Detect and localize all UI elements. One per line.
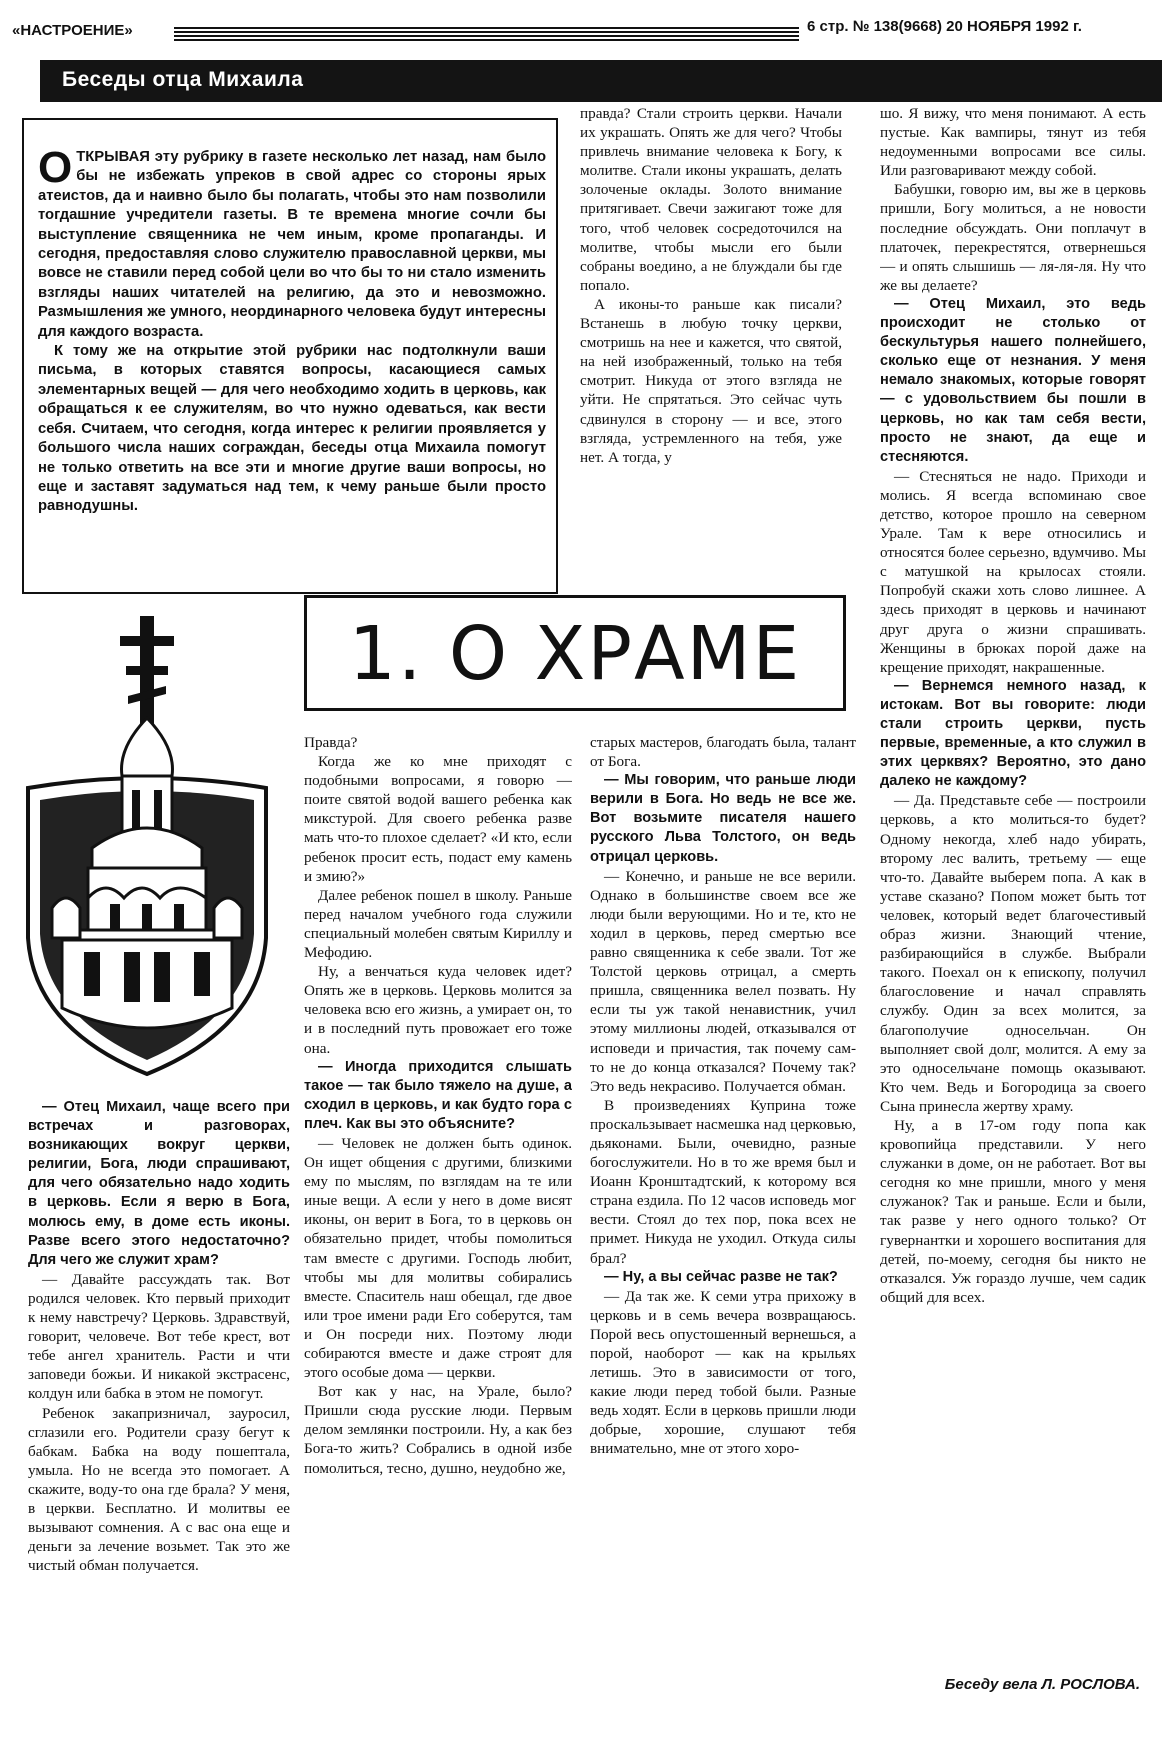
byline: Беседу вела Л. РОСЛОВА. [944,1675,1140,1693]
headline-box [304,595,846,711]
rubric-title: Беседы отца Михаила [62,68,304,91]
article-paragraph: Правда? [304,734,358,751]
article-paragraph: Вот как у нас, на Урале, было? Пришли сюда русские люди. Первым делом землянки построили. Ну, а как без Бога-то жить? Собрались в одной избе помолиться, тесно, душно, неудобно же, [304,1383,572,1477]
article-column-2 [590,733,856,1733]
article-paragraph: старых мастеров, благодать была, талант от Бога. [590,734,856,771]
issue-line: 6 стр. № 138(9668) 20 НОЯБРЯ 1992 г. [807,18,1082,35]
article-paragraph: правда? Стали строить церкви. Начали их украшать. Опять же для чего? Чтобы привлечь внимание человека к Богу, к молитве. Стали иконы украшать, делать золоченые оклады. Золото внимание притягивает. Свечи зажигают тоже для того, чтоб человек сосредоточился на молитве, чтобы мысли его были собраны воедино, а не блуждали бы где попало. [580,105,842,294]
article-paragraph: — Да так же. К семи утра прихожу в церковь и в семь вечера возвращаюсь. Порой весь опустошенный вернешься, а порой, наоборот — как на крыльях летишь. Это в зависимости от того, какие люди перед тобой были. Разные ведь ходят. Если в церковь пришли люди добрые, хорошие, слушают тебя внимательно, мне от этого хоро- [590,1287,856,1458]
interview-question: — Ну, а вы сейчас разве не так? [604,1268,838,1285]
article-paragraph: Ну, а венчаться куда человек идет? Опять же в церковь. Церковь молится за человека всю его жизнь, а умирает он, то и в последний путь провожает его тоже она. [304,963,572,1057]
headline: 1. О ХРАМЕ [348,611,802,697]
article-paragraph: Ну, а в 17-ом году попа как кровопийца представили. У него служанки в доме, он не работает. Вот вы сегодня ко мне пришли, много у меня служанок? Так и раньше. Если и были, так разве у него одного только? От гувернантки и хорошего воспитания для детей, по-моему, сегодня бы никто не отказался. Уж гораздо лучше, чем садик общий для всех. [880,1116,1146,1306]
article-paragraph: Ребенок закапризничал, зауросил, сглазили его. Родители сразу бегут к бабкам. Бабка на воду пошептала, умыла. Но не всегда это помогает. А скажите, воду-то она где брала? У меня, в церкви. Бесплатно. И молитвы ее вызывают сомнения. А с вас она еще и деньги за лечение возьмет. Так это же чистый обман получается. [28,1404,290,1575]
intro-box [22,118,558,594]
masthead [12,14,1162,44]
article-paragraph: — Человек не должен быть одинок. Он ищет общения с другими, близкими ему по мыслям, по взглядам на те или иные вещи. А если у него в доме висят иконы, он верит в Бога, то в церковь он обязательно придет, чтобы помолиться там вместе с другими. Господь любит, чтобы мы для молитвы собирались вместе. Спаситель наш обещал, где двое или трое имени ради Его соберутся, там и Он посреди них. Поэтому люди собираются вместе и даже строят для этого особые дома — церкви. [304,1134,572,1382]
article-paragraph: В произведениях Куприна тоже проскальзывает насмешка над церковью, дьяконами. Были, очевидно, разные богослужители. Но в то же время был и Иоанн Кронштадтский, к которому вся страна ездила. По 12 часов исповедь мог вести. Стоял до тех пор, пока всех не примет. Никуда не уходил. Откуда силы брал? [590,1096,856,1267]
article-paragraph: — Стесняться не надо. Приходи и молись. Я всегда вспоминаю свое детство, которое прошло на северном Урале. Там к вере относились и относятся более серьезно, вдумчиво. Мы с матушкой на крылосах стояли. Попробуй скажи хоть слово лишнее. А здесь приходят в церковь и начинают друг друга о жизни спрашивать. Женщины в брюках порой даже на крещение приходят, накрашенные. [880,467,1146,676]
interview-question: — Отец Михаил, это ведь происходит не столько от бескультурья нашего полнейшего, сколько еще от незнания. У меня немало знакомых, которые говорят — с удовольствием бы пошли в церковь, но как там себя вести, просто не знают, да еще и стесняются. [880,295,1146,465]
article-paragraph: Бабушки, говорю им, вы же в церковь пришли, Богу молиться, а не новости последние обсуждать. Они поплачут в платочек, перекрестятся, отвернешься — и опять слышишь — ля-ля-ля. Ну что же вы делаете? [880,181,1146,294]
article-column-2-top [580,104,842,574]
rubric-banner [40,60,1162,102]
interview-question: — Иногда приходится слышать такое — так было тяжело на душе, а сходил в церковь, и как будто гора с плеч. Как вы это объясните? [304,1058,572,1132]
interview-question: — Мы говорим, что раньше люди верили в Бога. Но ведь не все же. Вот возьмите писателя нашего русского Льва Толстого, он ведь отрицал церковь. [590,772,856,865]
article-paragraph: А иконы-то раньше как писали? Встанешь в любую точку церкви, смотришь на нее и кажется, что святой, на ней изображенный, только на тебя смотрит. Никуда от этого взгляда не уйти. Не спрятаться. Это сейчас чуть сдвинулся в сторону — и все, этого взгляда, устремленного на тебя, уже нет. А тогда, у [580,295,842,466]
interview-question: — Отец Михаил, чаще всего при встречах и разговорах, возникающих вокруг церкви, религии, Бога, люди спрашивают, для чего обязательно надо ходить в церковь. Если я верю в Бога, молюсь ему, в доме есть иконы. Разве всего этого недостаточно? Для чего же служит храм? [28,1099,290,1268]
article-paragraph: — Да. Представьте себе — построили церковь, а кто молиться-то будет? Одному некогда, хлеб надо убирать, второму лес валить, третьему — еще что-то. Давайте выберем попа. А как в уставе сказано? Попом может быть тот человек, который ведет благочестивый образ жизни. Знающий чтение, разбирающийся в службе. Выбрали такого. Поехал он к епископу, получил благословение и начал справлять службу. Один за всех молится, за благополучие односельчан. Он выполняет свой долг, молится. А ему за это односельчане помощь оказывают. Кто чем. Ведь и Богородица за своего Сына принесла жертву храму. [880,792,1146,1115]
article-paragraph: — Конечно, и раньше не все верили. Однако в большинстве своем все же люди были верующими. Но и те, кто не ходил в церковь, перед смертью все равно священника к себе звали. Тот же Толстой церковь отрицал, а смерть пришла, священника велел позвать. Ну если ты уж такой ненавистник, учил этому миллионы людей, отказывался от исповеди и причастия, так почему сам-то не до конца отказался? Почему так? Это ведь некрасиво. Получается обман. [590,867,856,1095]
intro-text [38,143,546,517]
article-column-1 [304,733,572,1733]
article-paragraph: шо. Я вижу, что меня понимают. А есть пустые. Как вампиры, тянут из тебя недоуменными вопросами все силы. Или разговаривают между собой. [880,105,1146,180]
newspaper-name: «НАСТРОЕНИЕ» [12,22,133,39]
article-paragraph: — Давайте рассуждать так. Вот родился человек. Кто первый приходит к нему навстречу? Церковь. Здравствуй, говорит, человече. Вот тебе крест, вот тебе ангел хранитель. Расти и чти заповеди божьи. И никакой экстрасенс, колдун или бабка в этом не помогут. [28,1270,290,1403]
article-paragraph: Далее ребенок пошел в школу. Раньше перед началом учебного года служили специальный молебен святым Кириллу и Мефодию. [304,886,572,962]
article-column-3 [880,104,1146,1694]
article-column-0 [28,1098,290,1734]
intro-paragraph: ОТКРЫВАЯ эту рубрику в газете несколько лет назад, нам было бы не избежать упреков в свой адрес со стороны ярых атеистов, да и наивно было бы полагать, чтобы это нам позволили тогдашние учредители газеты. В те времена многие сочли бы выступление священника не чем иным, кроме пропаганды. И сегодня, предоставляя слово служителю православной церкви, мы вовсе не ставили перед собой цели во что бы то ни стало изменить взгляды наших читателей на религию, да это и невозможно. Размышления же умного, неординарного человека будут интересны для каждого возраста. [38,143,546,340]
drop-cap: О [38,143,73,192]
church-emblem-icon [22,608,272,1078]
interview-question: — Вернемся немного назад, к истокам. Вот вы говорите: люди стали строить церкви, пусть первые, временные, а кто служил в этих церквях? Вероятно, это дано далеко не каждому? [880,677,1146,790]
article-paragraph: Когда же ко мне приходят с подобными вопросами, я говорю — поите святой водой вашего ребенка как микстурой. Для своего ребенка разве мать что-то плохое сделает? «И кто, если ребенок просит есть, подаст ему камень и змию?» [304,753,572,885]
intro-paragraph: К тому же на открытие этой рубрики нас подтолкнули ваши письма, в которых ставятся вопросы, касающиеся самых элементарных вещей — для чего необходимо ходить в церковь, как обращаться к ее служителям, во что нужно одеваться, как вести себя. Считаем, что сегодня, когда интерес к религии проявляется у большого числа наших сограждан, беседы отца Михаила помогут не только ответить на все эти и многие другие ваши вопросы, но еще и заставят задуматься над тем, к чему раньше были просто равнодушны. [38,343,546,515]
masthead-rule [174,27,799,41]
